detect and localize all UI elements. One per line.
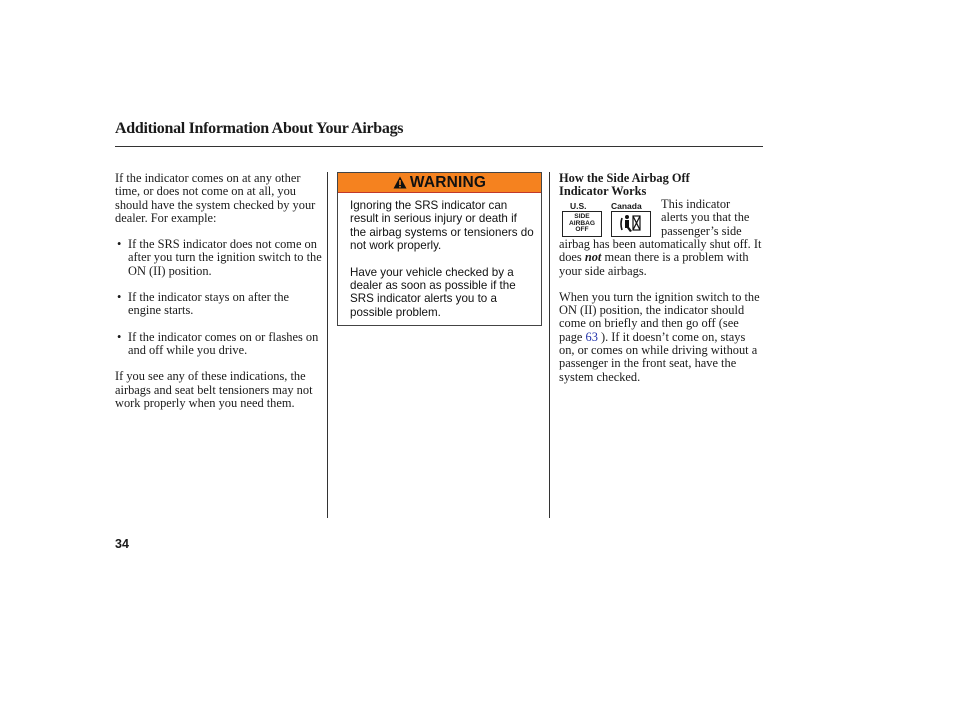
warning-body bbox=[338, 193, 541, 319]
column-divider-left bbox=[327, 172, 328, 518]
intro-paragraph: If the indicator comes on at any other time, or does not come on at all, you should have the system checked by your dealer. For example: bbox=[115, 171, 316, 225]
warning-label: WARNING bbox=[409, 173, 487, 191]
side-airbag-off-icon bbox=[618, 214, 644, 234]
outro-paragraph: If you see any of these indications, the airbags and seat belt tensioners may not work properly when you need them. bbox=[115, 369, 313, 410]
page-title: Additional Information About Your Airbags bbox=[115, 120, 404, 137]
title-divider bbox=[115, 146, 763, 147]
indicator-caption: This indicator alerts you that the passenger’s side bbox=[661, 197, 750, 238]
list-item: • If the indicator comes on or flashes on and off while you drive. bbox=[115, 331, 325, 358]
canada-label: Canada bbox=[611, 201, 642, 211]
column-divider-right bbox=[549, 172, 550, 518]
warning-paragraph: Ignoring the SRS indicator can result in serious injury or death if the airbag systems or tensioners do not work properly. bbox=[350, 199, 534, 253]
us-label: U.S. bbox=[570, 201, 587, 211]
right-column bbox=[559, 172, 763, 384]
left-column bbox=[115, 172, 325, 410]
list-item: • If the SRS indicator does not come on after you turn the ignition switch to the ON (II) position. bbox=[115, 238, 325, 278]
us-indicator: SIDE AIRBAG OFF bbox=[562, 211, 602, 237]
indicator-area bbox=[559, 199, 763, 239]
warning-triangle-icon bbox=[393, 176, 407, 189]
page-number: 34 bbox=[115, 537, 129, 551]
canada-indicator bbox=[611, 211, 651, 237]
warning-box bbox=[337, 172, 542, 326]
warning-paragraph: Have your vehicle checked by a dealer as soon as possible if the SRS indicator alerts you to a possible problem. bbox=[350, 265, 516, 319]
warning-header bbox=[338, 173, 541, 193]
emphasis-not: not bbox=[584, 250, 602, 265]
body-paragraph: When you turn the ignition switch to the ON (II) position, the indicator should come on briefly and then go off (see page 63 ). If it doesn’t come on, stays on, or comes on while driving without a passenger in the front seat, have the system checked. bbox=[559, 289, 760, 384]
body-paragraph: airbag has been automatically shut off. It does not mean there is a problem with your side airbags. bbox=[559, 237, 762, 278]
section-heading: How the Side Airbag Off Indicator Works bbox=[559, 171, 690, 198]
list-item: • If the indicator stays on after the engine starts. bbox=[115, 291, 325, 318]
page-reference-link[interactable]: 63 bbox=[585, 329, 598, 344]
example-list bbox=[115, 238, 325, 357]
